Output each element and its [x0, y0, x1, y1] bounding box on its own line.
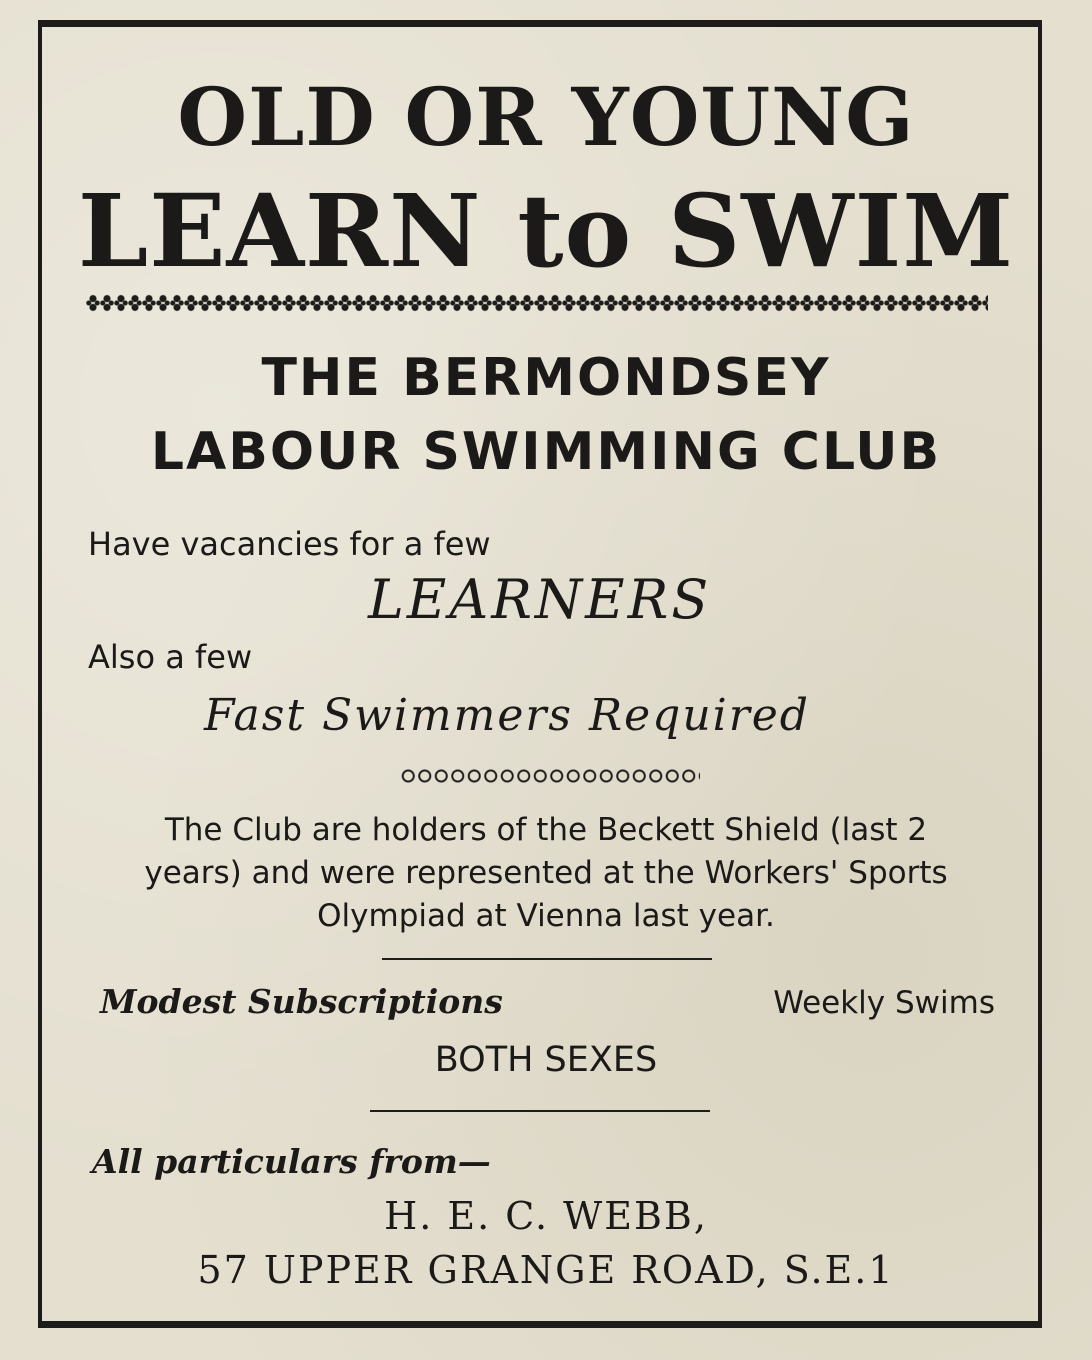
paragraph-line-1: The Club are holders of the Beckett Shield (last 2 — [164, 812, 928, 848]
learners-heading: LEARNERS — [368, 568, 712, 631]
headline-learn-to-swim: LEARN to SWIM — [77, 172, 1015, 290]
both-sexes: BOTH SEXES — [434, 1040, 658, 1080]
contact-name: H. E. C. WEBB, — [384, 1194, 708, 1238]
divider-rule — [382, 958, 712, 960]
decorative-ring-divider — [400, 768, 700, 784]
vacancies-text: Have vacancies for a few — [88, 525, 491, 563]
club-name-line-2: LABOUR SWIMMING CLUB — [150, 422, 942, 482]
contact-address: 57 UPPER GRANGE ROAD, S.E.1 — [197, 1248, 895, 1292]
club-name-line-1: THE BERMONDSEY — [261, 348, 831, 408]
paragraph-line-2: years) and were represented at the Workers' Sports — [144, 855, 948, 891]
divider-rule — [370, 1110, 710, 1112]
modest-subscriptions: Modest Subscriptions — [100, 982, 503, 1021]
fast-swimmers-heading: Fast Swimmers Required — [204, 690, 810, 741]
also-text: Also a few — [88, 638, 253, 676]
paragraph-line-3: Olympiad at Vienna last year. — [317, 898, 775, 934]
decorative-diamond-border — [86, 292, 988, 314]
particulars-text: All particulars from— — [92, 1142, 491, 1181]
headline-old-or-young: OLD OR YOUNG — [177, 70, 915, 164]
weekly-swims: Weekly Swims — [773, 985, 995, 1021]
